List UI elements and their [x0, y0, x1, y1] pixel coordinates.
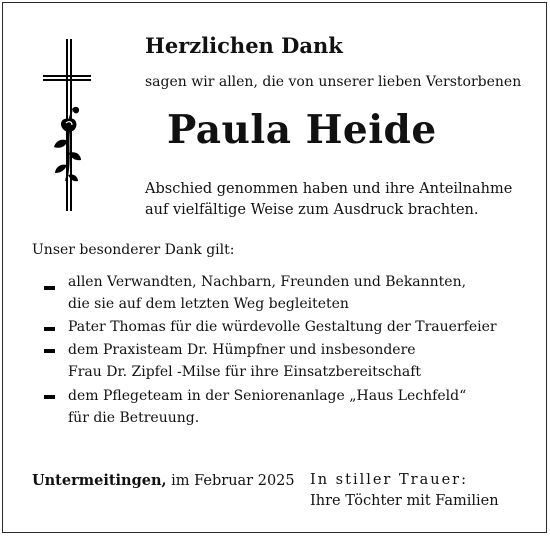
dash-bullet — [44, 327, 55, 331]
signature-line1: In stiller Trauer: — [310, 472, 468, 488]
thanks-item-line: für die Betreuung. — [68, 410, 200, 426]
place-date — [32, 472, 295, 489]
thanks-intro: Unser besonderer Dank gilt: — [32, 242, 235, 258]
farewell-text-line2: auf vielfältige Weise zum Ausdruck brachten. — [145, 202, 479, 218]
deceased-name: Paula Heide — [167, 107, 437, 153]
thanks-item-line: dem Pflegeteam in der Seniorenanlage „Haus Lechfeld“ — [68, 388, 467, 404]
intro-text: sagen wir allen, die von unserer lieben Verstorbenen — [145, 74, 522, 90]
thanks-item-line: allen Verwandten, Nachbarn, Freunden und Bekannten, — [68, 274, 467, 290]
thanks-item-line: die sie auf dem letzten Weg begleiteten — [68, 296, 349, 312]
farewell-text-line1: Abschied genommen haben und ihre Anteilnahme — [145, 181, 513, 197]
dash-bullet — [44, 395, 55, 399]
signature-line2: Ihre Töchter mit Familien — [310, 493, 499, 509]
cross-with-rose-icon — [39, 35, 101, 215]
obituary-notice — [2, 2, 547, 533]
thanks-item-line: dem Praxisteam Dr. Hümpfner und insbesondere — [68, 342, 416, 358]
place-name: Untermeitingen, — [32, 472, 167, 489]
dash-bullet — [44, 286, 55, 290]
dash-bullet — [44, 349, 55, 353]
thanks-item-line: Frau Dr. Zipfel -Milse für ihre Einsatzbereitschaft — [68, 364, 422, 380]
heading-title: Herzlichen Dank — [145, 33, 343, 58]
date-text: im Februar 2025 — [166, 473, 295, 489]
thanks-item-line: Pater Thomas für die würdevolle Gestaltung der Trauerfeier — [68, 319, 497, 335]
